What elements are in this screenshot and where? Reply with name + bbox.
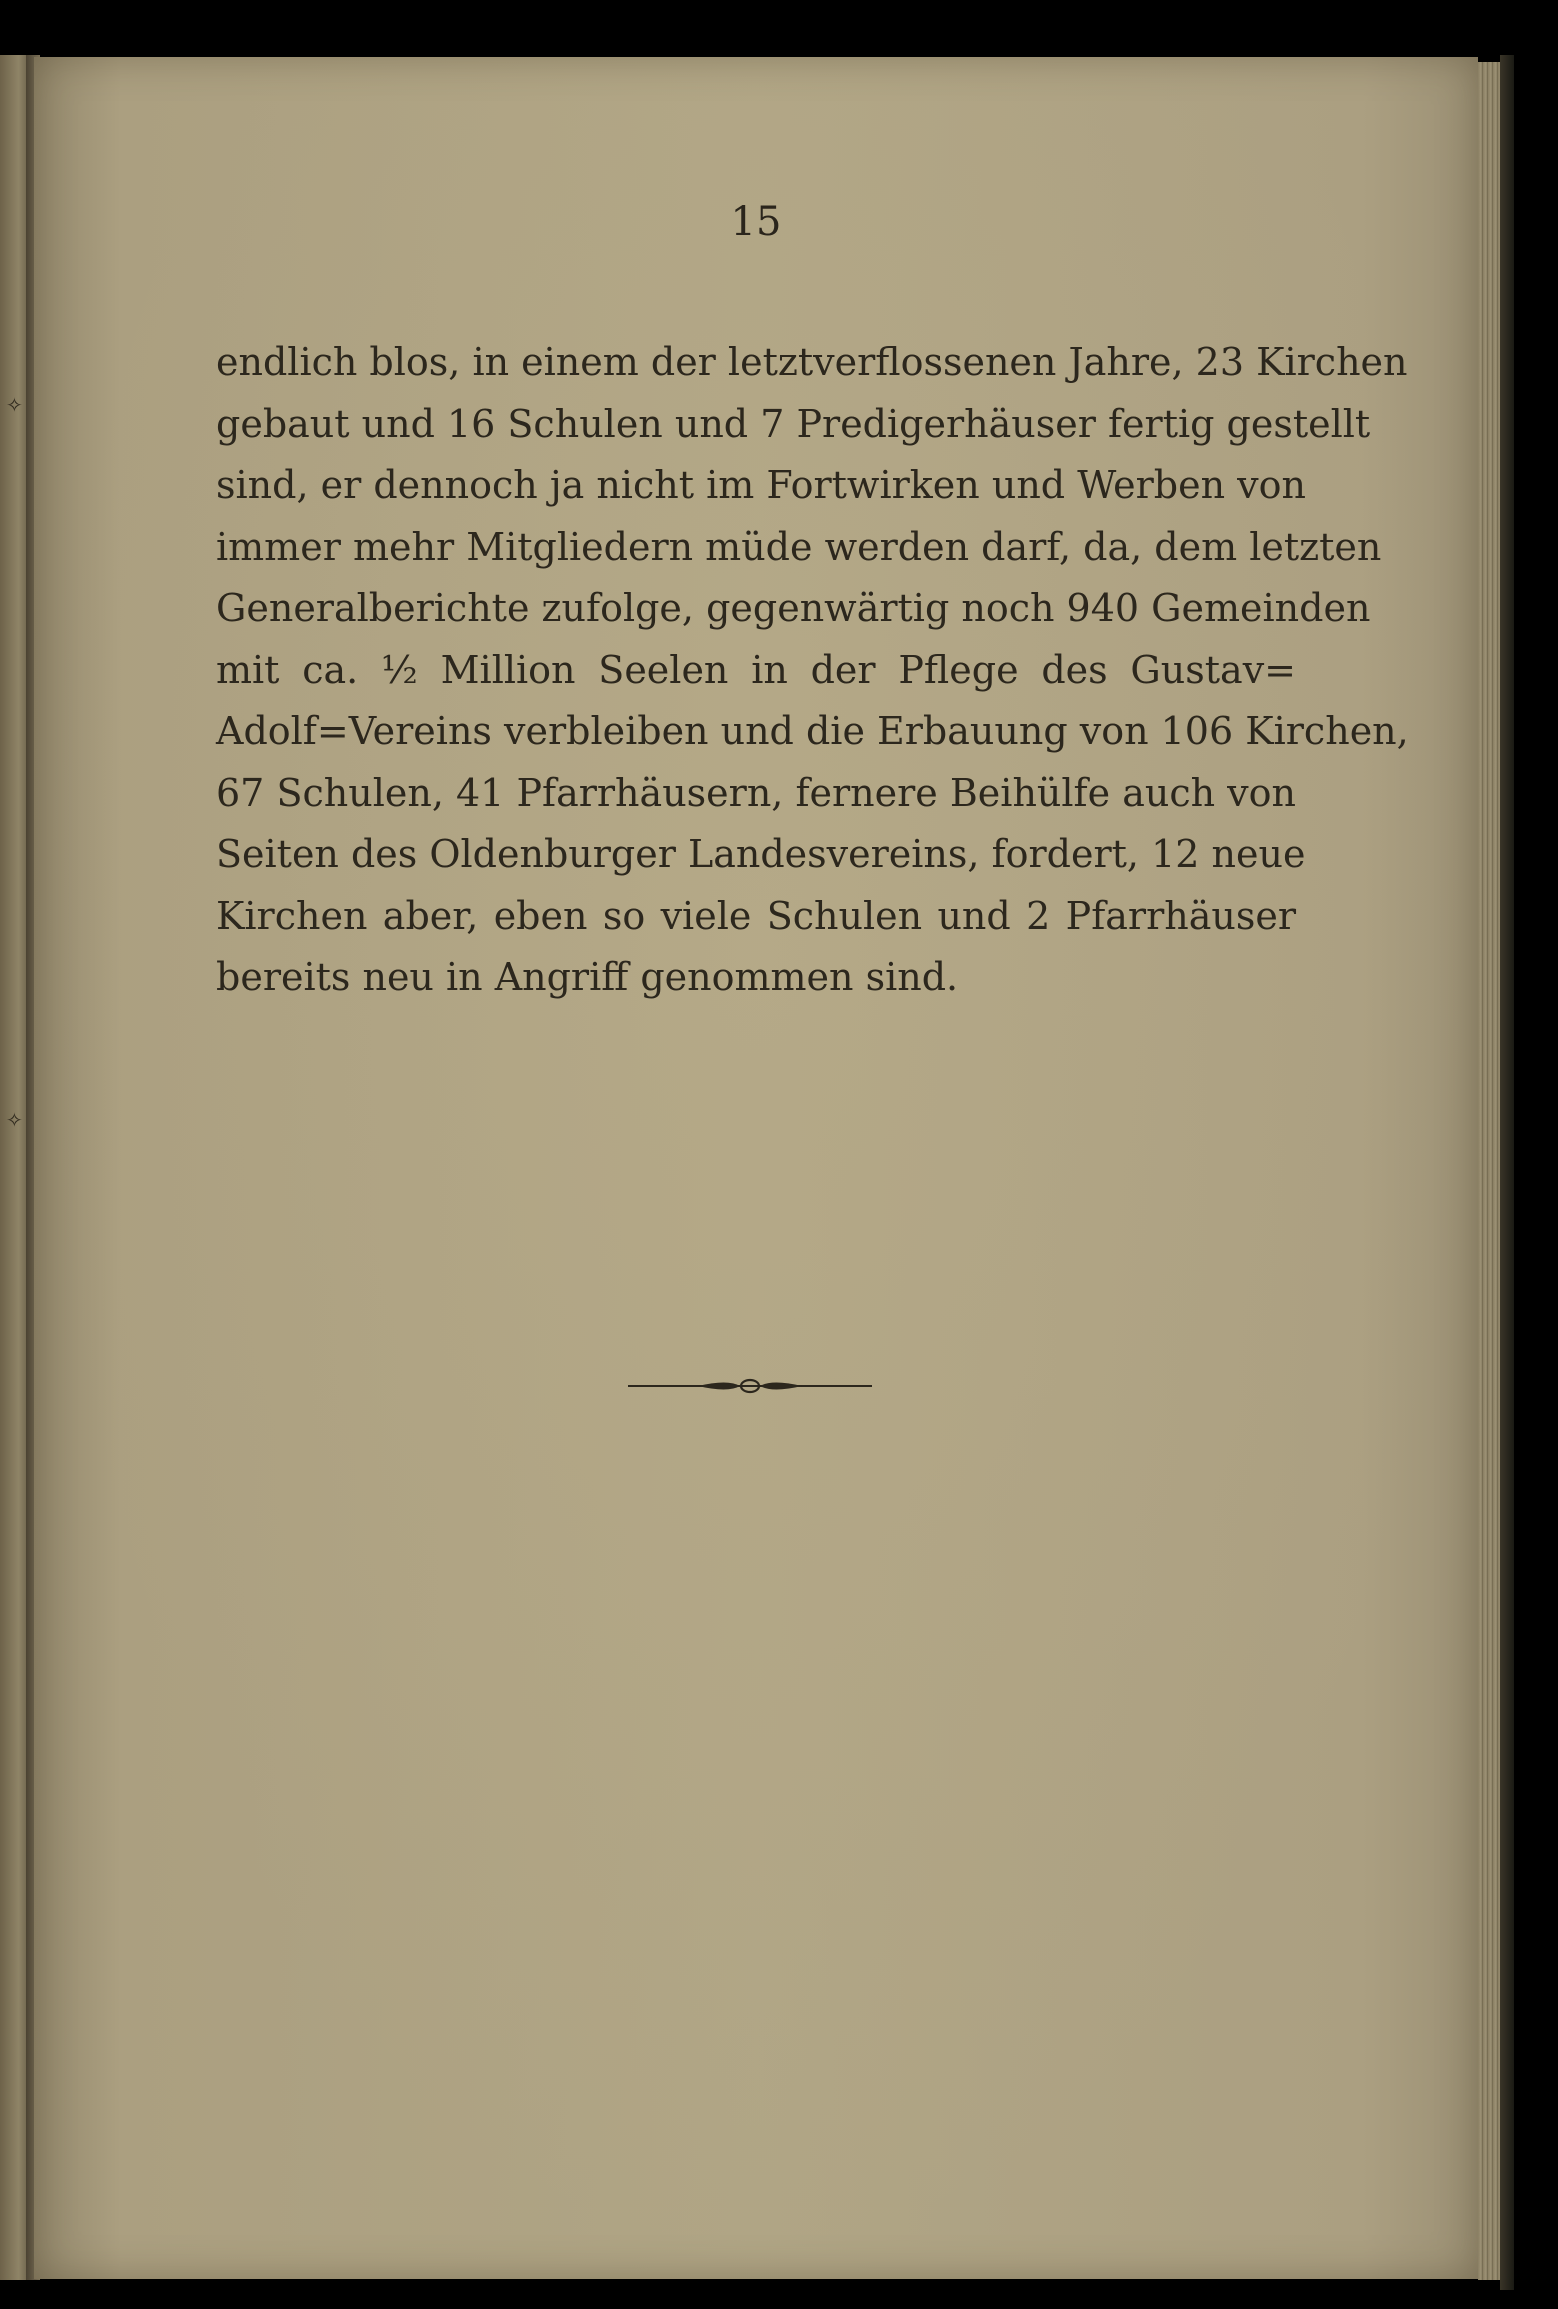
text-line: Seiten des Oldenburger Landesvereins, fordert, 12 neue xyxy=(216,832,1306,876)
text-line: Kirchen aber, eben so viele Schulen und 2 Pfarrhäuser xyxy=(216,893,1296,938)
decorative-rule-ornament xyxy=(628,1373,872,1399)
text-line: endlich blos, in einem der letztverflossenen Jahre, 23 Kirchen xyxy=(216,340,1408,384)
binding-thread-mark: ✧ xyxy=(6,1108,23,1132)
text-line: sind, er dennoch ja nicht im Fortwirken und Werben von xyxy=(216,463,1306,507)
text-line: bereits neu in Angriff genommen sind. xyxy=(216,955,959,999)
book-cover-edge xyxy=(1500,55,1514,2290)
page-number: 15 xyxy=(730,199,782,245)
text-line: Generalberichte zufolge, gegenwärtig noch 940 Gemeinden xyxy=(216,586,1371,630)
book-page xyxy=(34,57,1478,2279)
binding-thread-mark: ✧ xyxy=(6,393,23,417)
text-line: immer mehr Mitgliedern müde werden darf, da, dem letzten xyxy=(216,524,1382,569)
text-line: gebaut und 16 Schulen und 7 Predigerhäuser fertig gestellt xyxy=(216,401,1371,446)
page-edge-stack xyxy=(1478,62,1502,2280)
text-line: 67 Schulen, 41 Pfarrhäusern, fernere Beihülfe auch von xyxy=(216,770,1296,815)
text-line: Adolf=Vereins verbleiben und die Erbauung von 106 Kirchen, xyxy=(216,709,1409,753)
text-line: mit ca. ½ Million Seelen in der Pflege des Gustav= xyxy=(216,647,1296,692)
page-paragraph xyxy=(216,332,1409,1009)
